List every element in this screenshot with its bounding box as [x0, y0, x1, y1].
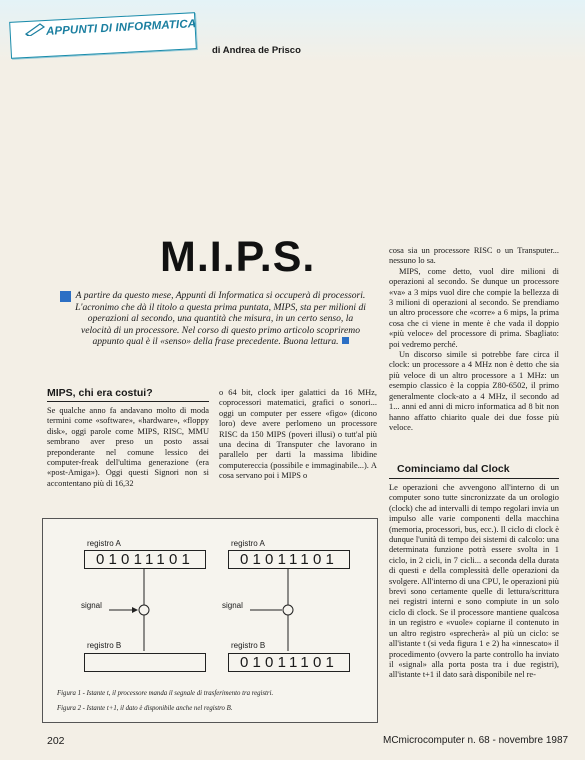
- section-heading: MIPS, chi era costui?: [47, 387, 153, 399]
- register-b-label: registro B: [231, 641, 266, 650]
- paragraph: cosa sia un processore RISC o un Transputer... nessuno lo sa.: [389, 246, 559, 266]
- register-b-box: 01011101: [228, 653, 350, 672]
- section-heading: Cominciamo dal Clock: [397, 463, 510, 475]
- paragraph: Se qualche anno fa andavano molto di moda termini come «software», «hardware», «floppy disk», oggi parole come MIPS, RISC, MMU sembrano aver preso un posto assai preponderante nel comune lessico dei computer-freak dell'ultima generazione (era «post-Amiga»). Oggi questi Signori non si accontentano più di 16,32: [47, 406, 209, 488]
- register-transfer-figure: [42, 518, 378, 723]
- register-a-box: 01011101: [228, 550, 350, 569]
- paragraph: Un discorso simile si potrebbe fare circa il clock: un processore a 4 MHz non è detto che sia più veloce di un altro processore a 1 MHz: un esempio classico è la coppia Z80-6502, il primo generalmente clock-ato a 4 MHz, il secondo ad 1... anni ed anni di micro informatica ad 8 bit non hanno affatto chiarito quale dei due fosse più veloce.: [389, 350, 559, 432]
- register-a-label: registro A: [87, 539, 121, 548]
- register-a-box: 01011101: [84, 550, 206, 569]
- paragraph: Le operazioni che avvengono all'interno di un computer sono tutte sincronizzate da un orologio (clock) che ad intervalli di tempo regolari invia un impulso alle varie componenti della macchina (memoria, processori, bus, ecc.). Il ciclo di clock è dunque l'unità di tempo dei sistemi di calcolo: una determinata funzione potrà essere svolta in 1 ciclo, in 2 cicli, in 7 cicli... a seconda della durata di questi e della complessità delle operazioni da svolgere. All'interno di una CPU, le operazioni più brevi sono certamente quelle di lettura/scrittura nei registri interni e sono compiute in un solo ciclo di clock. Se il processore mantiene qualcosa in un registro e «vuole» copiarne il contenuto in un altro registro «sprecherà» al più un ciclo: se all'istante t (si veda figura 1 e 2) ha «innescato» il procedimento (ovvero la parte controllo ha inviato il «signal» alla porta posta tra i due registri), all'istante t+1 il dato sarà disponibile nel re-: [389, 483, 559, 680]
- signal-label: signal: [222, 601, 243, 610]
- section1-col2: [219, 388, 377, 482]
- register-b-label: registro B: [87, 641, 122, 650]
- paragraph: o 64 bit, clock iper galattici da 16 MHz, coprocessori matematici, grafici o sonori... oggi un computer per essere «figo» (dicono loro) deve avere perlomeno un processore RISC da 150 MIPS (poveri illusi) o tutt'al più una decina di Transputer che lavorano in parallelo per darti la massima libidine computereccia (possibile e immaginabile...). A cosa servano poi i MIPS o: [219, 388, 377, 481]
- figure-caption-1: Figura 1 - Istante t, il processore manda il segnale di trasferimento tra registri.: [57, 690, 274, 697]
- page-number: 202: [47, 735, 65, 747]
- signal-label: signal: [81, 601, 102, 610]
- magazine-footer: MCmicrocomputer n. 68 - novembre 1987: [383, 735, 569, 746]
- lead-text: A partire da questo mese, Appunti di Informatica si occuperà di processori. L'acronimo che dà il titolo a questa prima puntata, MIPS, sta per milioni di operazioni al secondo, una quantità che misura, in un certo senso, la velocità di un processore. Nel corso di questo primo articolo scopriremo appunto qual è il «senso» della frase precedente. Buona lettura.: [75, 290, 366, 348]
- figure-caption-2: Figura 2 - Istante t+1, il dato è disponibile anche nel registro B.: [57, 705, 233, 712]
- transfer-gate: [139, 605, 149, 615]
- section1-col1: [47, 406, 209, 489]
- section-rule: [389, 478, 559, 479]
- paragraph: MIPS, come detto, vuol dire milioni di operazioni al secondo. Se dunque un processore «va» a 3 mips vuol dire che compie la bellezza di 3 milioni di operazioni al secondo. Se prendiamo un altro processore che «corre» a 6 mips, la prima cosa che ci viene in mente è che vada il doppio «più veloce» del processore di prima. Sbagliato: poi vedremo perché.: [389, 266, 559, 349]
- column-title: APPUNTI DI INFORMATICA: [45, 18, 197, 38]
- right-column-text: [389, 246, 559, 433]
- article-title: M.I.P.S.: [160, 233, 316, 281]
- transfer-gate: [283, 605, 293, 615]
- section-rule: [47, 401, 209, 402]
- lead-marker: [60, 291, 71, 302]
- article-lead: [73, 290, 368, 348]
- pencil-icon: [24, 22, 46, 36]
- register-a-label: registro A: [231, 539, 265, 548]
- lead-end-marker: [342, 337, 349, 344]
- author-byline: di Andrea de Prisco: [212, 45, 301, 56]
- section2-text: [389, 483, 559, 681]
